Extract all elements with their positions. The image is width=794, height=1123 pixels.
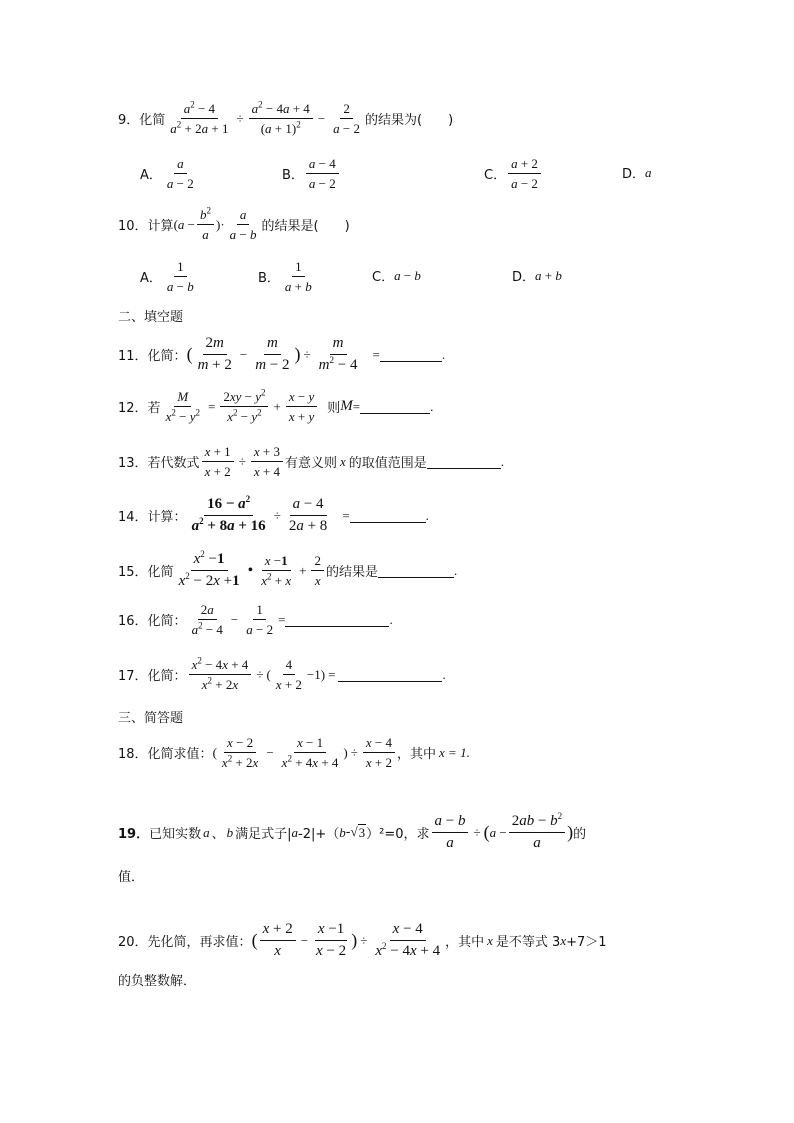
question-10: 10． 计算 (a − $\frac{b^2}{a}$ )· $\frac{a}{a - b}$ 的结果是( ) [118,205,350,242]
q18-fraction-3: $\frac{x - 4}{x + 2}$ [363,734,395,771]
q9-option-a[interactable]: A． $\frac{a}{a - 2}$ [140,156,194,191]
q9-text-simplify: 化简 [139,113,166,128]
q19-line-2: 值． [118,870,145,885]
q11-fraction-2: $\frac{m}{m - 2}$ [255,335,290,373]
q15-fraction-1: $\frac{x^2 -1}{x^2 - 2x +1}$ [178,549,240,589]
q16-answer-blank[interactable] [285,612,389,627]
q20-fraction-3: $\frac{x - 4}{x^2 - 4x + 4}$ [375,921,441,959]
q12-answer-blank[interactable] [360,399,430,414]
q9-fraction-3: $\frac{2}{a - 2}$ [333,101,360,136]
q10-option-d[interactable]: D． a + b [512,267,562,285]
q10-option-a[interactable]: A． $\frac{1}{a - b}$ [140,259,194,294]
q19-fraction-2: $\frac{2ab - b^2}{a}$ [509,812,565,853]
q9-number: 9． [118,113,140,128]
question-14: 14． 计算： $\frac{16 - a^2}{a^2 + 8a + 16}$ ÷ $\frac{a - 4}{2a + 8}$ = . [118,494,429,534]
q13-fraction-1: $\frac{x + 1}{x + 2}$ [202,443,234,480]
q11-answer-blank[interactable] [380,347,442,362]
q12-fraction-1: $\frac{M}{x^2 - y^2}$ [165,389,200,424]
q10-option-c[interactable]: C． a − b [372,267,421,285]
q10-fraction-1: $\frac{b^2}{a}$ [197,206,214,243]
q13-fraction-2: $\frac{x + 3}{x + 4}$ [251,443,283,480]
question-16: 16． 化简： $\frac{2a}{a^2 - 4}$ − $\frac{1}{a - 2}$ = . [118,602,393,637]
q16-fraction-1: $\frac{2a}{a^2 - 4}$ [191,602,223,637]
q9-fraction-2: $\frac{a^2 - 4a + 4}{(a + 1)^2}$ [249,100,313,137]
q9-option-b[interactable]: B． $\frac{a - 4}{a - 2}$ [282,155,341,192]
q15-answer-blank[interactable] [378,563,454,578]
question-12: 12． 若 $\frac{M}{x^2 - y^2}$ = $\frac{2xy - y^2}{x^2 - y^2}$ + $\frac{x - y}{x + y}$ 则 M = . [118,387,434,424]
question-11: 11． 化简： ( $\frac{2m}{m + 2}$ − $\frac{m}{m - 2}$ ) ÷ $\frac{m}{m^2 - 4}$ = . [118,335,446,373]
q11-fraction-1: $\frac{2m}{m + 2}$ [197,335,232,373]
section-fill-in-blank-heading: 二、填空题 [118,310,184,325]
q15-fraction-3: $\frac{2}{x}$ [311,552,324,589]
q18-fraction-2: $\frac{x - 1}{x^2 + 4x + 4}$ [281,735,339,770]
q17-fraction-2: $\frac{4}{x + 2}$ [275,657,302,692]
q20-line-2: 的负整数解． [118,974,197,989]
q14-fraction-2: $\frac{a - 4}{2a + 8}$ [288,496,328,534]
q9-option-c[interactable]: C． $\frac{a + 2}{a - 2}$ [484,155,543,192]
q11-fraction-3: $\frac{m}{m^2 - 4}$ [318,335,358,373]
q12-fraction-3: $\frac{x - y}{x + y}$ [286,388,317,425]
q9-option-d[interactable]: D． a [622,164,652,182]
question-18: 18． 化简求值： ( $\frac{x - 2}{x^2 + 2x}$ − $\frac{x - 1}{x^2 + 4x + 4}$ ) ÷ $\frac{x - 4}{x + 2}$ ，其中 x = 1. [118,735,470,770]
q20-fraction-1: $\frac{x + 2}{x}$ [260,920,296,961]
q14-fraction-1: $\frac{16 - a^2}{a^2 + 8a + 16}$ [191,494,266,534]
q17-answer-blank[interactable] [338,667,442,682]
q19-fraction-1: $\frac{a - b}{a}$ [432,812,469,853]
question-19: 19． 已知实数 a 、 b 满足式子| a -2|+（ b - √ 3 ）²=0，求 $\frac{a - b}{a}$ ÷ ( a − $\frac{2ab - b^2}{a}$ ) 的 [118,811,587,851]
q13-answer-blank[interactable] [427,454,501,469]
section-short-answer-heading: 三、简答题 [118,711,184,726]
sqrt-3: √ 3 [350,824,366,840]
q14-answer-blank[interactable] [350,508,426,523]
q10-option-b[interactable]: B． $\frac{1}{a + b}$ [258,259,312,294]
q15-fraction-2: $\frac{x -1}{x^2 + x}$ [261,553,292,588]
q17-fraction-1: $\frac{x^2 - 4x + 4}{x^2 + 2x}$ [189,656,252,693]
q9-fraction-1: $\frac{a^2 - 4}{a^2 + 2a + 1}$ [170,99,229,136]
question-13: 13． 若代数式 $\frac{x + 1}{x + 2}$ ÷ $\frac{x + 3}{x + 4}$ 有意义则 x 的取值范围是 . [118,444,505,479]
q12-fraction-2: $\frac{2xy - y^2}{x^2 - y^2}$ [220,388,268,425]
q16-fraction-2: $\frac{1}{a - 2}$ [246,602,274,637]
q20-fraction-2: $\frac{x -1}{x - 2}$ [316,921,347,959]
question-15: 15． 化简 $\frac{x^2 -1}{x^2 - 2x +1}$ • $\frac{x -1}{x^2 + x}$ + $\frac{2}{x}$ 的结果是 . [118,549,458,589]
question-17: 17． 化简： $\frac{x^2 - 4x + 4}{x^2 + 2x}$ ÷ ( $\frac{4}{x + 2}$ −1) = . [118,655,446,692]
q10-fraction-2: $\frac{a}{a - b}$ [229,207,257,242]
question-9: 9． 化简 $\frac{a^2 - 4}{a^2 + 2a + 1}$ ÷ $\frac{a^2 - 4a + 4}{(a + 1)^2}$ − $\frac{2}{a - 2}$ 的结果为( ) [118,99,454,136]
question-20: 20． 先化简，再求值： ( $\frac{x + 2}{x}$ − $\frac{x -1}{x - 2}$ ) ÷ $\frac{x - 4}{x^2 - 4x + 4}$ ，其中 x 是不等式 3 x +7＞1 [118,921,607,959]
q18-fraction-1: $\frac{x - 2}{x^2 + 2x}$ [221,735,259,770]
q9-text-result: 的结果为( ) [365,113,454,128]
